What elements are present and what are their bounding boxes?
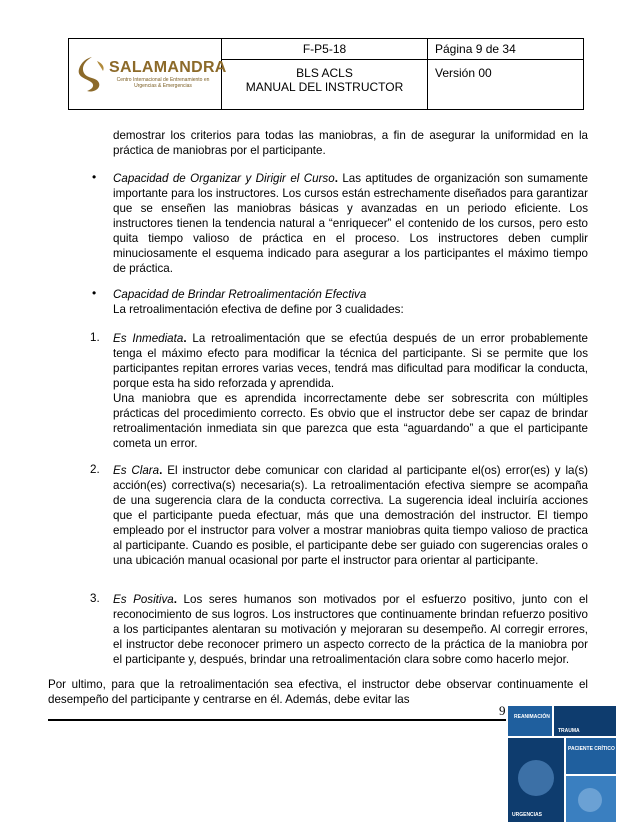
logo-brand-text: SALAMANDRA [109, 59, 227, 76]
final-paragraph: Por ultimo, para que la retroalimentación sea efectiva, el instructor debe observar continuamente el desempeño del participante y centrarse en él. Además, debe evitar las [48, 678, 588, 706]
list-number: 3. [90, 592, 100, 605]
promo-figure [578, 788, 602, 812]
promo-label: URGENCIAS [512, 812, 543, 818]
header-divider [427, 39, 428, 109]
footer-rule [48, 719, 506, 721]
list-number: 2. [90, 463, 100, 476]
intro-paragraph: demostrar los criterios para todas las maniobras, a fin de asegurar la uniformidad en la práctica de maniobras por el participante. [113, 129, 588, 157]
version-label: Versión 00 [435, 66, 492, 80]
document-title-line2: MANUAL DEL INSTRUCTOR [245, 80, 404, 94]
item-positive-text: Los seres humanos son motivados por el esfuerzo positivo, junto con el reconocimiento de sus logros. Los instructores que continuamente brindan refuerzo positivo a los participantes alentaran su motivación y mejoraran su desempeño. Al corregir errores, el instructor debe reconocer primero un aspecto correcto de la práctica de la maniobra por el participante y, después, brindar una retroalimentación clara sobre como hacerlo mejor. [113, 593, 588, 666]
item-clear-paragraph [113, 463, 588, 568]
item-immediate-title: Es Inmediata [113, 332, 184, 345]
bullet-icon: • [92, 170, 97, 184]
promo-tile [508, 706, 552, 736]
promo-tile [566, 738, 616, 774]
form-code: F-P5-18 [302, 42, 347, 56]
salamandra-logo [75, 53, 227, 97]
item-clear-title: Es Clara [113, 464, 160, 477]
bullet-organize-title: Capacidad de Organizar y Dirigir el Curso [113, 172, 335, 185]
logo-tagline: Centro Internacional de Entrenamiento en Urgencias & Emergencias [116, 77, 210, 89]
document-header-table [68, 38, 584, 110]
document-title-line1: BLS ACLS [296, 66, 353, 80]
promo-figure [518, 760, 554, 796]
list-number: 1. [90, 331, 100, 344]
bullet-feedback-paragraph [113, 287, 588, 317]
item-immediate-paragraph [113, 331, 588, 451]
header-divider [221, 59, 583, 60]
promo-label: PACIENTE CRÍTICO [568, 746, 615, 752]
footer-promo-graphic [508, 706, 616, 822]
page-number: 9 [499, 703, 506, 718]
salamander-icon [75, 55, 109, 95]
bullet-feedback-text: La retroalimentación efectiva de define por 3 cualidades: [113, 303, 404, 316]
item-immediate-period: . [183, 332, 187, 345]
bullet-organize-text: Las aptitudes de organización son sumamente importante para los instructores. Los cursos están estrechamente diseñados para garantizar que se enseñen las maniobras básicas y avanzadas en un periodo eficiente. Los instructores tienen la tendencia natural a “enriquecer” el contenido de los cursos, pero esto quita tiempo valioso de práctica en el proceso. Los instructores deben cumplir minuciosamente el esquema indicado para asegurar a los participantes el máximo tiempo de práctica. [113, 172, 588, 275]
promo-label: TRAUMA [558, 728, 580, 734]
document-title [222, 66, 427, 94]
promo-label: REANIMACIÓN [514, 714, 550, 720]
item-immediate-text2: Una maniobra que es aprendida incorrectamente debe ser sobrescrita con múltiples prácticas del procedimiento correcto. Es obvio que el instructor debe ser capaz de brindar retroalimentación inmediata sin que parezca que esta “aguardando” a que el participante cometa un error. [113, 392, 588, 450]
page-label: Página 9 de 34 [435, 42, 516, 56]
item-immediate-text: La retroalimentación que se efectúa después de un error probablemente tenga el máximo efecto para modificar la técnica del participante. Si se permite que los participantes repitan errores varias veces, tendrá mas dificultad para modificar la conducta, porque esta ha sido reforzada y aprendida. [113, 332, 589, 390]
bullet-organize-paragraph [113, 171, 588, 276]
item-positive-paragraph [113, 592, 588, 667]
item-clear-text: El instructor debe comunicar con claridad al participante el(os) error(es) y la(s) acción(es) correctiva(s) necesaria(s). La retroalimentación efectiva siempre se acompaña de una sugerencia clara de la conducta correctiva. La sugerencia ideal incluiría acciones que el participante pueda efectuar, más que una demostración del instructor. El tiempo empleado por el instructor para volver a mostrar maniobras quita tiempo valioso de practica al participante. Cuando es posible, el participante debe ser guiado con sugerencias orales o una ubicación manual ocasional por parte el instructor para orientar al participante. [113, 464, 588, 567]
bullet-organize-period: . [334, 172, 338, 185]
bullet-icon: • [92, 286, 97, 300]
bullet-feedback-title: Capacidad de Brindar Retroalimentación Efectiva [113, 288, 367, 301]
item-positive-period: . [173, 593, 177, 606]
promo-collage [508, 706, 616, 822]
item-clear-period: . [159, 464, 163, 477]
item-positive-title: Es Positiva [113, 593, 174, 606]
